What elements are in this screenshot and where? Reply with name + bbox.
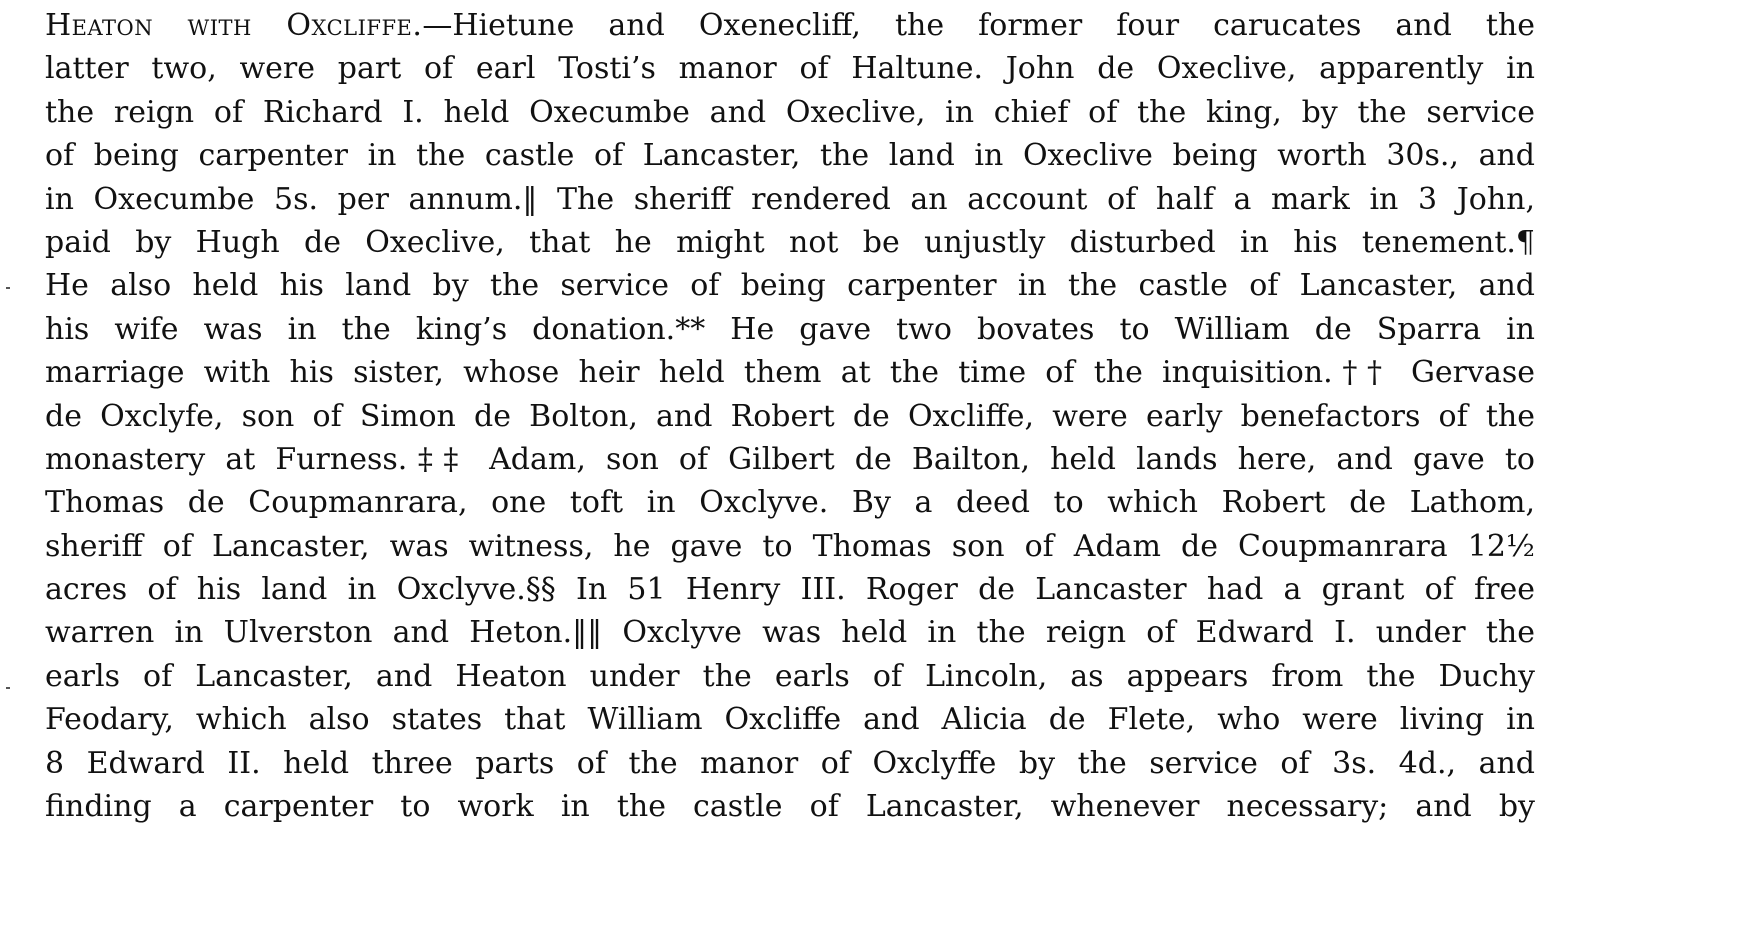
text-line-4: of being carpenter in the castle of Lancaster, the land in Oxeclive being worth 30s., and [45,138,1535,174]
text-line-1 [45,4,1535,47]
margin-dot [6,687,10,689]
text-line-14: acres of his land in Oxclyve.§§ In 51 Henry III. Roger de Lancaster had a grant of free [45,572,1535,608]
text-line-5: in Oxecumbe 5s. per annum.‖ The sheriff rendered an account of half a mark in 3 John, [45,181,1535,217]
text-line-19: finding a carpenter to work in the castle of Lancaster, whenever necessary; and by [45,789,1535,825]
text-line-2: latter two, were part of earl Tosti’s manor of Haltune. John de Oxeclive, apparently in [45,51,1535,87]
text-line-17: Feodary, which also states that William Oxcliffe and Alicia de Flete, who were living in [45,702,1535,738]
text-line-12: Thomas de Coupmanrara, one toft in Oxclyve. By a deed to which Robert de Lathom, [45,485,1535,521]
text-line-8: his wife was in the king’s donation.** He gave two bovates to William de Sparra in [45,311,1535,347]
text-line-11: monastery at Furness.‡‡ Adam, son of Gilbert de Bailton, held lands here, and gave to [45,441,1535,477]
margin-dot [6,287,10,289]
text-line-10: de Oxclyfe, son of Simon de Bolton, and Robert de Oxcliffe, were early benefactors of the [45,398,1535,434]
text-line-15: warren in Ulverston and Heton.‖‖ Oxclyve was held in the reign of Edward I. under the [45,615,1535,651]
text-line-9: marriage with his sister, whose heir held them at the time of the inquisition.†† Gervase [45,355,1535,391]
text-line-3: the reign of Richard I. held Oxecumbe and Oxeclive, in chief of the king, by the service [45,94,1535,130]
section-heading: Heaton with Oxcliffe. [45,8,423,43]
text-line-18: 8 Edward II. held three parts of the manor of Oxclyffe by the service of 3s. 4d., and [45,745,1535,781]
document-page [45,4,1535,828]
text-line-6: paid by Hugh de Oxeclive, that he might not be unjustly disturbed in his tenement.¶ [45,224,1535,260]
line-1-text: —Hietune and Oxenecliff, the former four carucates and the [422,8,1535,43]
text-line-13: sheriff of Lancaster, was witness, he gave to Thomas son of Adam de Coupmanrara 12½ [45,528,1535,564]
text-line-16: earls of Lancaster, and Heaton under the earls of Lincoln, as appears from the Duchy [45,658,1535,694]
text-line-7: He also held his land by the service of being carpenter in the castle of Lancaster, and [45,268,1535,304]
